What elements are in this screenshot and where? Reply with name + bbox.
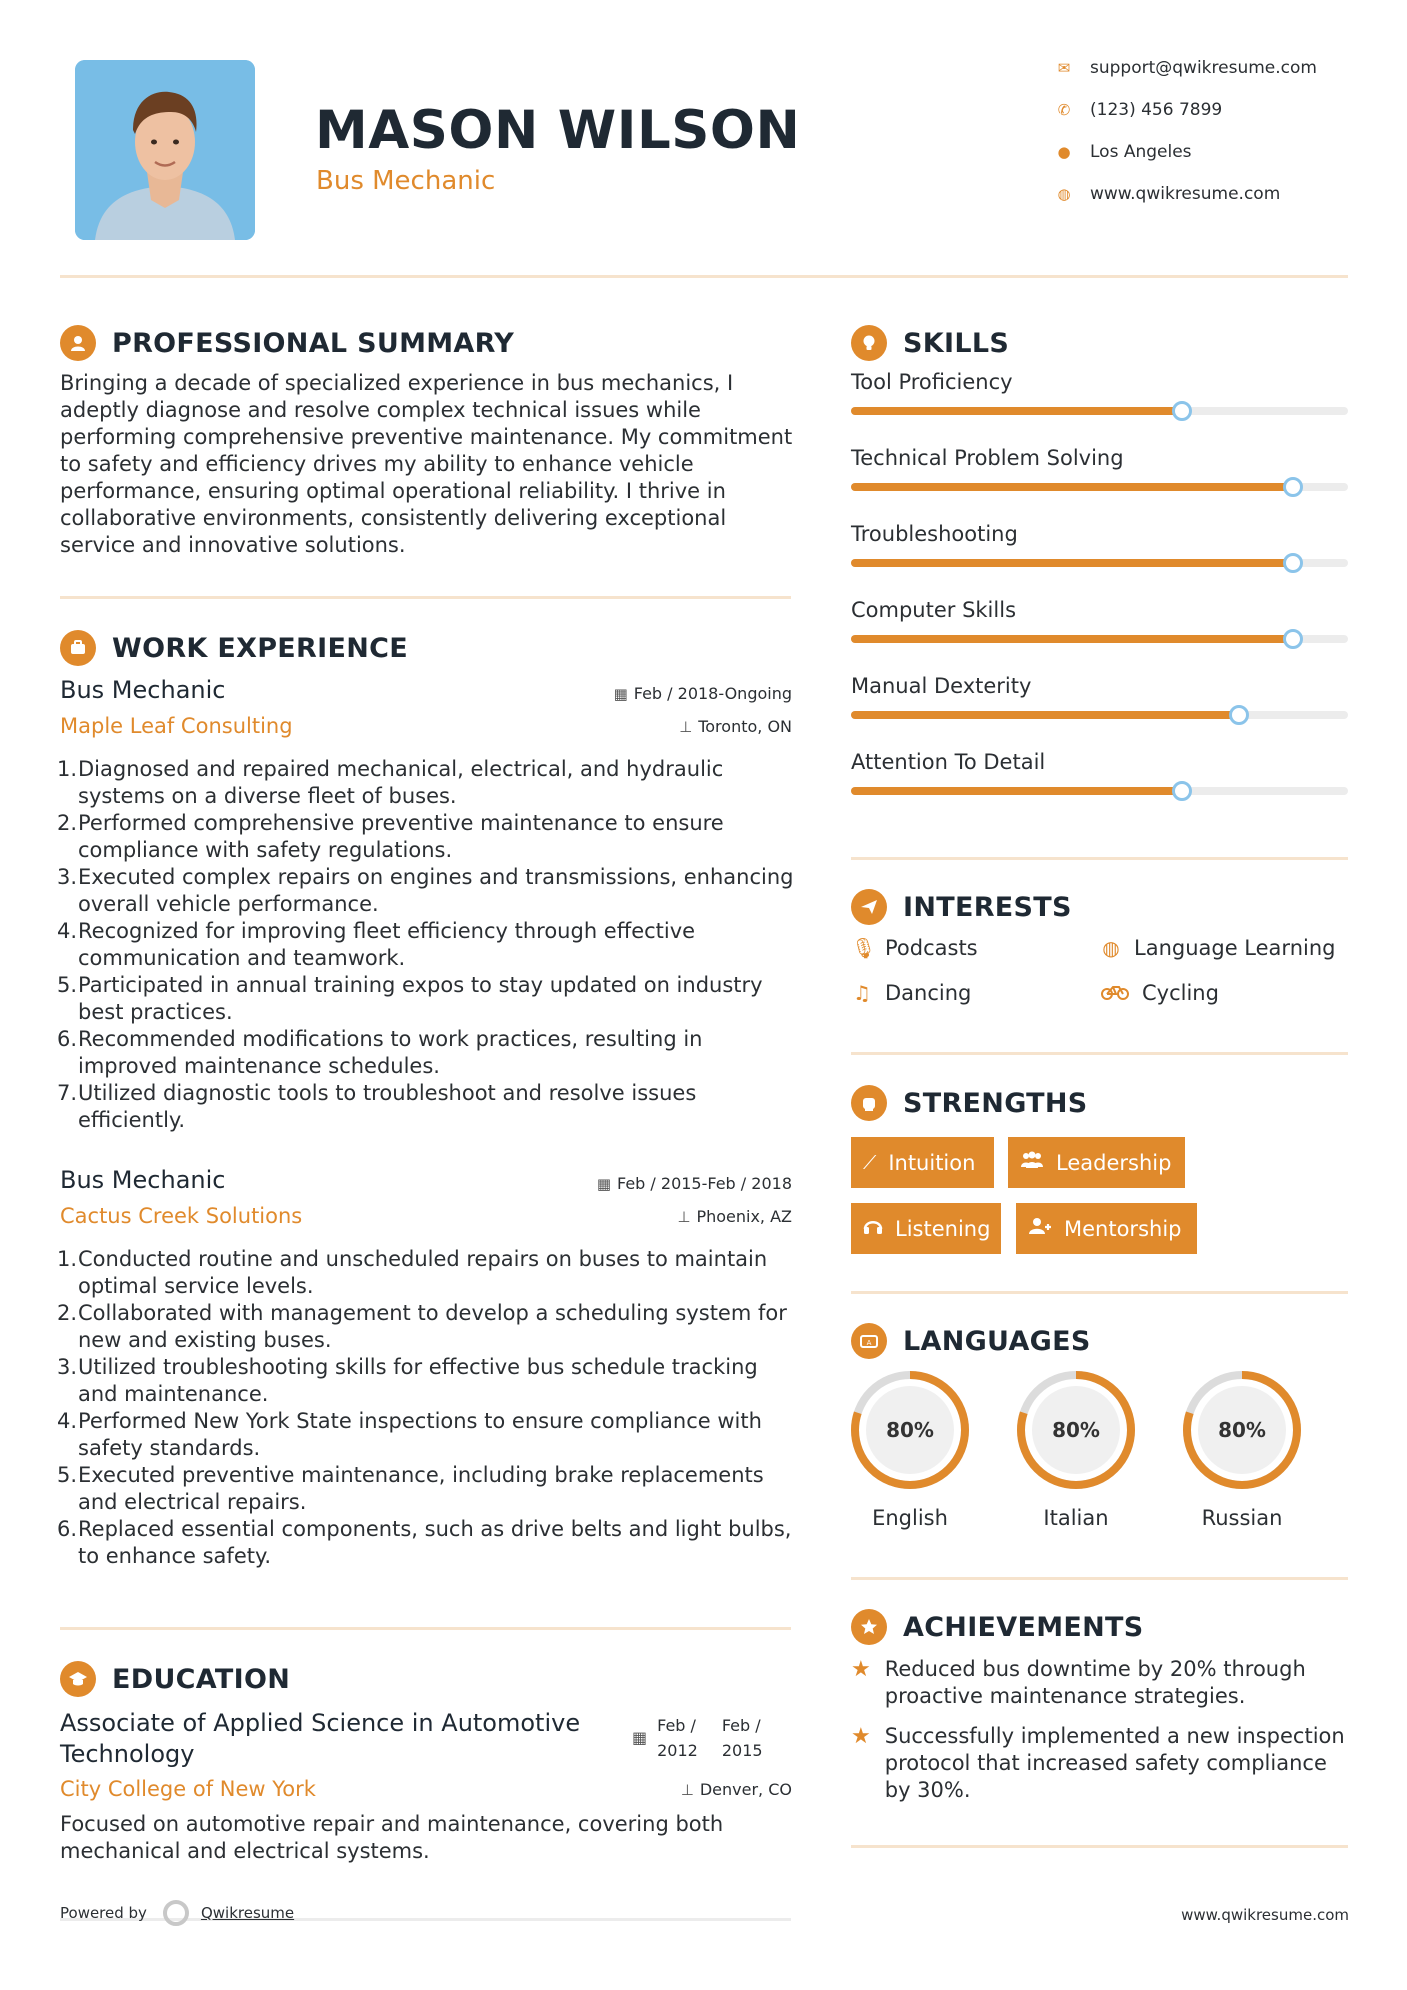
languages-heading xyxy=(851,1323,1091,1359)
education-school: City College of New York xyxy=(60,1777,316,1801)
music-note-icon: ♫ xyxy=(853,981,871,1005)
experience-title: WORK EXPERIENCE xyxy=(112,632,408,664)
svg-text:A: A xyxy=(866,1339,872,1347)
achievement-text: Successfully implemented a new inspection protocol that increased safety compliance by 30%. xyxy=(884,1724,1345,1802)
skill-level-knob xyxy=(1283,477,1303,497)
language-name: English xyxy=(872,1506,948,1530)
skill-level-fill xyxy=(851,787,1182,795)
job-1-list xyxy=(57,756,800,1134)
graduation-icon xyxy=(60,1661,96,1697)
strengths-divider xyxy=(851,1291,1348,1294)
strength-label: Intuition xyxy=(888,1150,976,1175)
strengths-title: STRENGTHS xyxy=(903,1087,1088,1119)
fist-icon xyxy=(851,1085,887,1121)
job-1-location-text: Toronto, ON xyxy=(698,717,792,736)
strength-tag-leadership xyxy=(1008,1137,1185,1188)
education-heading xyxy=(60,1661,290,1697)
strength-tag-intuition xyxy=(851,1137,994,1188)
job-1-dates-text: Feb / 2018-Ongoing xyxy=(633,684,792,703)
language-ring xyxy=(1014,1368,1138,1492)
list-item: 1. Diagnosed and repaired mechanical, electrical, and hydraulic systems on a diverse fleet of buses. xyxy=(57,757,724,808)
education-description: Focused on automotive repair and maintenance, covering both mechanical and electrical systems. xyxy=(60,1812,724,1863)
experience-heading xyxy=(60,630,408,666)
achievement-text: Reduced bus downtime by 20% through proactive maintenance strategies. xyxy=(884,1657,1306,1708)
skill-level-knob xyxy=(1283,553,1303,573)
summary-text: Bringing a decade of specialized experience in bus mechanics, I adeptly diagnose and resolve complex technical issues while performing comprehensive preventive maintenance. My commitment to safety and efficiency drives my ability to enhance vehicle performance, ensuring optimal operational reliability. I thrive in collaborative environments, consistently delivering exceptional service and innovative solutions. xyxy=(60,371,793,557)
users-icon xyxy=(1020,1151,1044,1174)
skill-level-fill xyxy=(851,635,1293,643)
list-item: 5. Executed preventive maintenance, including brake replacements and electrical repairs. xyxy=(57,1463,764,1514)
job-1-title: Bus Mechanic xyxy=(60,676,226,704)
language-item xyxy=(848,1368,972,1530)
contact-location-text: Los Angeles xyxy=(1090,142,1192,162)
education-end-year: 2015 xyxy=(721,1741,763,1760)
language-percent: 80% xyxy=(1218,1418,1266,1442)
experience-divider xyxy=(60,1627,791,1630)
phone-icon: ✆ xyxy=(1057,101,1071,119)
skill-item xyxy=(851,446,1348,470)
job-1-company: Maple Leaf Consulting xyxy=(60,714,293,738)
list-item: 3. Utilized troubleshooting skills for effective bus schedule tracking and maintenance. xyxy=(57,1355,758,1406)
bicycle-icon xyxy=(1100,981,1130,1005)
job-1-dates xyxy=(614,684,792,703)
education-degree-line2: Technology xyxy=(60,1740,195,1768)
skill-level-knob xyxy=(1172,781,1192,801)
language-ring xyxy=(1180,1368,1304,1492)
powered-by-text: Powered by xyxy=(60,1904,147,1922)
interest-label: Language Learning xyxy=(1134,936,1336,960)
magic-wand-icon: ⟋ xyxy=(863,1151,877,1174)
skill-name: Troubleshooting xyxy=(851,522,1018,546)
education-start-year: 2012 xyxy=(657,1741,698,1760)
globe-icon: ◍ xyxy=(1102,936,1120,960)
education-start-month: Feb / xyxy=(657,1716,696,1735)
list-item: 2. Performed comprehensive preventive maintenance to ensure compliance with safety regulations. xyxy=(57,811,724,862)
interest-label: Cycling xyxy=(1142,981,1219,1005)
interest-label: Dancing xyxy=(885,981,972,1005)
job-2-location xyxy=(677,1207,792,1226)
skill-name: Manual Dexterity xyxy=(851,674,1032,698)
contact-email[interactable] xyxy=(1055,58,1355,78)
achievements-divider xyxy=(851,1845,1348,1848)
skill-level-track xyxy=(851,483,1348,491)
pin-icon: ⊥ xyxy=(677,1208,691,1226)
star-icon: ★ xyxy=(851,1657,871,1682)
interest-cycling xyxy=(1100,981,1219,1005)
microphone-icon: 🎙 xyxy=(851,936,877,960)
skill-name: Computer Skills xyxy=(851,598,1017,622)
interest-dancing xyxy=(851,981,971,1005)
list-item: 4. Recognized for improving fleet efficiency through effective communication and teamwork. xyxy=(57,919,696,970)
skill-item xyxy=(851,522,1348,546)
job-2-company: Cactus Creek Solutions xyxy=(60,1204,303,1228)
skills-heading xyxy=(851,325,1009,361)
star-icon: ★ xyxy=(851,1724,871,1749)
achievement-item-1 xyxy=(851,1656,1351,1710)
interest-label: Podcasts xyxy=(885,936,978,960)
languages-title: LANGUAGES xyxy=(903,1325,1091,1357)
education-degree xyxy=(60,1708,620,1770)
language-name: Russian xyxy=(1201,1506,1283,1530)
skill-level-track xyxy=(851,787,1348,795)
calendar-icon: ▦ xyxy=(613,685,628,703)
brand-link[interactable]: Qwikresume xyxy=(200,1904,295,1922)
profile-photo xyxy=(75,60,255,240)
strength-label: Leadership xyxy=(1056,1150,1172,1175)
summary-heading xyxy=(60,325,514,361)
envelope-icon: ✉ xyxy=(1057,59,1071,77)
user-icon xyxy=(60,325,96,361)
candidate-name: MASON WILSON xyxy=(315,100,801,161)
contact-location xyxy=(1055,142,1355,162)
interest-language-learning xyxy=(1100,936,1335,960)
skill-name: Tool Proficiency xyxy=(851,370,1013,394)
header-divider xyxy=(60,275,1348,278)
language-card-icon xyxy=(851,1323,887,1359)
headphones-icon xyxy=(863,1217,883,1240)
skill-level-fill xyxy=(851,711,1239,719)
skill-name: Technical Problem Solving xyxy=(851,446,1124,470)
skill-item xyxy=(851,370,1348,394)
education-title: EDUCATION xyxy=(112,1663,291,1695)
job-2-dates xyxy=(597,1174,792,1193)
list-item: 6. Recommended modifications to work practices, resulting in improved maintenance schedules. xyxy=(57,1027,703,1078)
contact-phone-text: (123) 456 7899 xyxy=(1090,100,1223,120)
education-location-text: Denver, CO xyxy=(699,1780,792,1799)
pin-icon: ⊥ xyxy=(680,1781,694,1799)
location-pin-icon: ● xyxy=(1057,143,1071,161)
skill-level-knob xyxy=(1283,629,1303,649)
strength-label: Mentorship xyxy=(1064,1216,1182,1241)
language-percent: 80% xyxy=(886,1418,934,1442)
list-item: 2. Collaborated with management to develop a scheduling system for new and existing buses. xyxy=(57,1301,787,1352)
footer-powered-by xyxy=(60,1900,294,1926)
job-2-list xyxy=(57,1246,800,1570)
skill-name: Attention To Detail xyxy=(851,750,1046,774)
contact-email-text: support@qwikresume.com xyxy=(1090,58,1317,78)
education-location xyxy=(681,1780,792,1799)
list-item: 6. Replaced essential components, such as drive belts and light bulbs, to enhance safety. xyxy=(57,1517,792,1568)
pin-icon: ⊥ xyxy=(679,718,693,736)
skills-title: SKILLS xyxy=(903,327,1010,359)
job-1-location xyxy=(679,717,792,736)
strength-label: Listening xyxy=(895,1216,991,1241)
language-name: Italian xyxy=(1043,1506,1109,1530)
interest-podcasts xyxy=(851,936,978,960)
skill-level-track xyxy=(851,711,1348,719)
strength-tag-listening xyxy=(851,1203,1001,1254)
contact-website[interactable] xyxy=(1055,184,1355,204)
star-badge-icon xyxy=(851,1609,887,1645)
lightbulb-icon xyxy=(851,325,887,361)
summary-divider xyxy=(60,596,791,599)
skill-level-fill xyxy=(851,483,1293,491)
education-dates xyxy=(632,1713,763,1763)
education-degree-line1: Associate of Applied Science in Automotive xyxy=(60,1709,581,1737)
skill-level-track xyxy=(851,407,1348,415)
calendar-icon: ▦ xyxy=(596,1175,611,1193)
candidate-role: Bus Mechanic xyxy=(316,166,496,196)
job-2-title: Bus Mechanic xyxy=(60,1166,226,1194)
contact-phone[interactable] xyxy=(1055,100,1355,120)
achievement-item-2 xyxy=(851,1723,1351,1804)
language-percent: 80% xyxy=(1052,1418,1100,1442)
strength-tag-mentorship xyxy=(1016,1203,1197,1254)
skill-level-track xyxy=(851,635,1348,643)
job-2-location-text: Phoenix, AZ xyxy=(696,1207,792,1226)
interests-divider xyxy=(851,1052,1348,1055)
qwikresume-logo-icon xyxy=(163,1900,189,1926)
education-end-month: Feb / xyxy=(721,1716,761,1735)
skill-level-fill xyxy=(851,407,1182,415)
language-ring xyxy=(848,1368,972,1492)
achievements-heading xyxy=(851,1609,1144,1645)
language-item xyxy=(1180,1368,1304,1530)
skill-level-knob xyxy=(1172,401,1192,421)
paper-plane-icon xyxy=(851,889,887,925)
footer-url[interactable]: www.qwikresume.com xyxy=(1181,1906,1349,1924)
language-item xyxy=(1014,1368,1138,1530)
languages-divider xyxy=(851,1577,1348,1580)
skill-item xyxy=(851,674,1348,698)
calendar-icon: ▦ xyxy=(632,1728,648,1747)
list-item: 1. Conducted routine and unscheduled repairs on buses to maintain optimal service levels. xyxy=(57,1247,768,1298)
list-item: 5. Participated in annual training expos to stay updated on industry best practices. xyxy=(57,973,763,1024)
list-item: 4. Performed New York State inspections to ensure compliance with safety standards. xyxy=(57,1409,762,1460)
achievements-title: ACHIEVEMENTS xyxy=(903,1611,1144,1643)
skill-level-knob xyxy=(1229,705,1249,725)
strengths-heading xyxy=(851,1085,1088,1121)
skill-item xyxy=(851,598,1348,622)
briefcase-icon xyxy=(60,630,96,666)
list-item: 3. Executed complex repairs on engines and transmissions, enhancing overall vehicle performance. xyxy=(57,865,794,916)
interests-title: INTERESTS xyxy=(903,891,1072,923)
summary-title: PROFESSIONAL SUMMARY xyxy=(112,327,515,359)
user-plus-icon xyxy=(1028,1217,1052,1240)
list-item: 7. Utilized diagnostic tools to troubleshoot and resolve issues efficiently. xyxy=(57,1081,697,1132)
skills-divider xyxy=(851,857,1348,860)
contact-website-text: www.qwikresume.com xyxy=(1090,184,1281,204)
skill-level-fill xyxy=(851,559,1293,567)
interests-heading xyxy=(851,889,1072,925)
globe-icon: ◍ xyxy=(1057,185,1071,203)
job-2-dates-text: Feb / 2015-Feb / 2018 xyxy=(617,1174,792,1193)
skill-level-track xyxy=(851,559,1348,567)
skill-item xyxy=(851,750,1348,774)
